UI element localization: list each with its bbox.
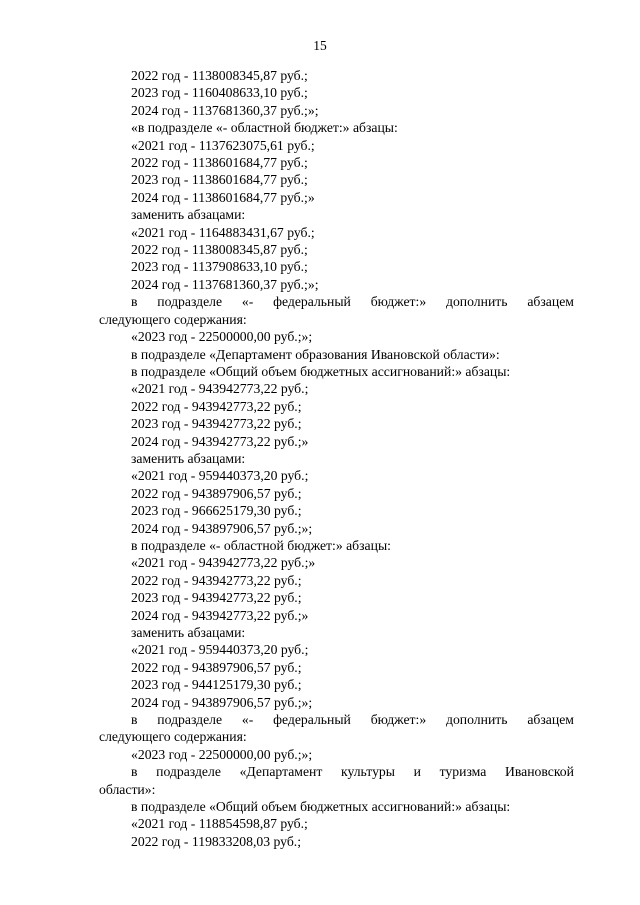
text-line: 2024 год - 943897906,57 руб.;»;: [131, 694, 313, 710]
text-line: 2022 год - 943942773,22 руб.;: [131, 398, 302, 414]
text-line: 2023 год - 1138601684,77 руб.;: [131, 172, 308, 188]
text-line: 2024 год - 943942773,22 руб.;»: [131, 607, 309, 623]
text-line: 2023 год - 943942773,22 руб.;: [131, 416, 302, 432]
text-line: 2023 год - 943942773,22 руб.;: [131, 590, 302, 606]
text-line: 2022 год - 119833208,03 руб.;: [131, 833, 302, 849]
text-line: 2024 год - 1137681360,37 руб.;»;: [131, 276, 319, 292]
text-line: «2023 год - 22500000,00 руб.;»;: [131, 746, 313, 762]
text-line: 2024 год - 1137681360,37 руб.;»;: [131, 102, 319, 118]
text-line: «2021 год - 959440373,20 руб.;: [131, 468, 309, 484]
text-line: 2022 год - 943897906,57 руб.;: [131, 659, 302, 675]
text-line: следующего содержания:: [99, 311, 247, 327]
text-line: 2023 год - 966625179,30 руб.;: [131, 503, 302, 519]
text-line: 2023 год - 1160408633,10 руб.;: [131, 85, 308, 101]
text-line: «2021 год - 943942773,22 руб.;: [131, 381, 309, 397]
text-line: 2023 год - 1137908633,10 руб.;: [131, 259, 308, 275]
text-line: «2021 год - 1164883431,67 руб.;: [131, 224, 315, 240]
text-line: в подразделе «Департамент образования Ивановской области»:: [131, 346, 500, 362]
text-line: в подразделе «Общий объем бюджетных ассигнований:» абзацы:: [131, 363, 511, 379]
page-number: 15: [313, 38, 327, 53]
text-line: «2021 год - 959440373,20 руб.;: [131, 642, 309, 658]
text-line: «2021 год - 118854598,87 руб.;: [131, 816, 308, 832]
text-line: 2024 год - 1138601684,77 руб.;»: [131, 189, 315, 205]
text-line: следующего содержания:: [99, 729, 247, 745]
text-line: в подразделе «- областной бюджет:» абзацы:: [131, 537, 391, 553]
text-line: 2024 год - 943942773,22 руб.;»: [131, 433, 309, 449]
text-line: заменить абзацами:: [131, 207, 246, 223]
text-line: области»:: [99, 781, 156, 797]
text-line: 2022 год - 943942773,22 руб.;: [131, 572, 302, 588]
text-line: «в подразделе «- областной бюджет:» абзацы:: [131, 120, 398, 136]
text-line: 2022 год - 943897906,57 руб.;: [131, 485, 302, 501]
text-line: в подразделе «- федеральный бюджет:» дополнить абзацем: [131, 712, 574, 728]
text-line: «2023 год - 22500000,00 руб.;»;: [131, 329, 313, 345]
text-line: 2022 год - 1138008345,87 руб.;: [131, 68, 308, 83]
text-line: 2022 год - 1138601684,77 руб.;: [131, 155, 308, 171]
text-line: заменить абзацами:: [131, 625, 246, 640]
text-line: 2024 год - 943897906,57 руб.;»;: [131, 520, 313, 536]
document-body: [99, 67, 574, 850]
text-line: 2022 год - 1138008345,87 руб.;: [131, 242, 308, 258]
text-line: в подразделе «Департамент культуры и туризма Ивановской: [131, 764, 574, 780]
text-line: в подразделе «- федеральный бюджет:» дополнить абзацем: [131, 294, 574, 310]
text-line: заменить абзацами:: [131, 450, 246, 466]
text-line: «2021 год - 1137623075,61 руб.;: [131, 137, 315, 153]
text-line: 2023 год - 944125179,30 руб.;: [131, 677, 302, 693]
text-line: «2021 год - 943942773,22 руб.;»: [131, 555, 316, 571]
text-line: в подразделе «Общий объем бюджетных ассигнований:» абзацы:: [131, 799, 511, 815]
